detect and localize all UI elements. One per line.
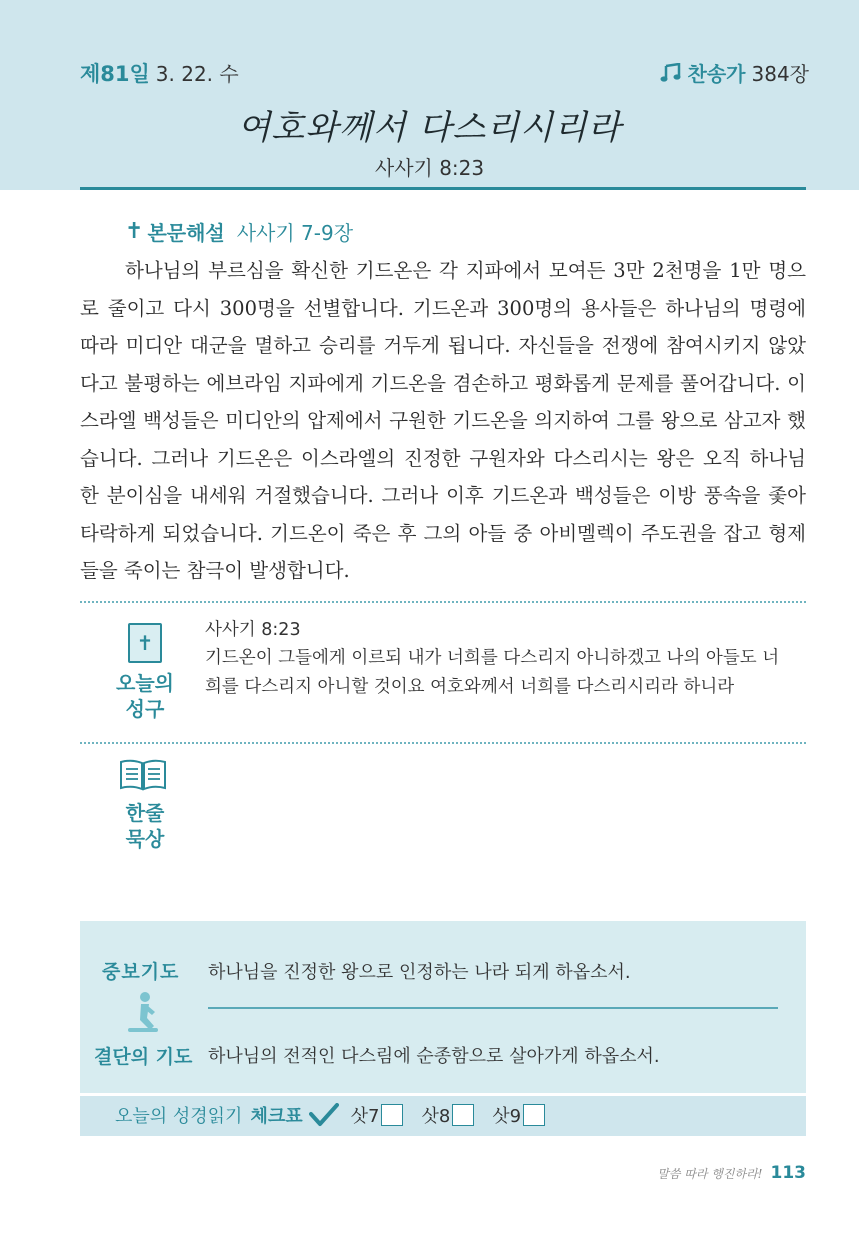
checklist-item — [351, 1102, 404, 1128]
open-book-icon — [118, 758, 168, 792]
title-reference: 사사기 8:23 — [374, 156, 485, 180]
day-number: 제81일 — [80, 62, 150, 86]
intercession-label: 중보기도 — [102, 961, 180, 983]
intercession-text: 하나님을 진정한 왕으로 인정하는 나라 되게 하옵소서. — [208, 962, 631, 983]
page-number: 113 — [770, 1163, 806, 1183]
checkmark-icon — [309, 1103, 339, 1127]
verse-label-line2: 성구 — [125, 697, 165, 721]
commentary-text: 하나님의 부르심을 확신한 기드온은 각 지파에서 모여든 3만 2천명을 1만 명으로 줄이고 다시 300명을 선별합니다. 기드온과 300명의 용사들은 하나님의 명령에 따라 미디안 대군을 멸하고 승리를 거두게 됩니다. 자신들을 전쟁에 참여시키지 않았다고 불평하는 에브라임 지파에게 기드온을 겸손하고 평화롭게 문제를 풀어갑니다. 이스라엘 백성들은 미디안의 압제에서 구원한 기드온을 의지하여 그를 왕으로 삼고자 했습니다. 그러나 기드온은 이스라엘의 진정한 구원자와 다스리시는 왕은 오직 하나님 한 분이심을 내세워 거절했습니다. 그러나 이후 기드온과 백성들은 이방 풍속을 좇아 타락하게 되었습니다. 기드온이 죽은 후 그의 아들 중 아비멜렉이 주도권을 잡고 형제들을 죽이는 참극이 발생합니다. — [80, 259, 806, 582]
page-title: 여호와께서 다스리시리라 — [237, 108, 622, 148]
checkbox[interactable] — [523, 1104, 545, 1126]
checklist-bold-label: 체크표 — [250, 1106, 303, 1127]
reading-checklist — [115, 1102, 563, 1128]
checklist-item — [492, 1102, 545, 1128]
verse-label-line1: 오늘의 — [116, 671, 174, 695]
checklist-item-label: 삿8 — [421, 1106, 451, 1127]
day-label — [80, 58, 239, 88]
page-footer — [657, 1163, 806, 1183]
checklist-label: 오늘의 성경읽기 — [115, 1106, 243, 1127]
resolution-label: 결단의 기도 — [94, 1046, 193, 1068]
checklist-item — [421, 1102, 474, 1128]
checklist-item-label: 삿7 — [350, 1106, 380, 1127]
header-divider — [80, 187, 806, 190]
resolution-text: 하나님의 전적인 다스림에 순종함으로 살아가게 하옵소서. — [208, 1046, 660, 1067]
cross-icon: ✝ — [125, 219, 144, 244]
meditation-label — [105, 800, 185, 852]
commentary-label: 본문해설 — [147, 221, 225, 245]
checkbox[interactable] — [381, 1104, 403, 1126]
bible-cross-icon: ✝ — [128, 623, 162, 663]
hymn-label: 찬송가 — [687, 62, 746, 86]
praying-person-icon — [122, 990, 162, 1034]
meditation-label-line2: 묵상 — [125, 827, 165, 851]
footer-slogan: 말씀 따라 행진하라! — [657, 1166, 763, 1181]
checkbox[interactable] — [452, 1104, 474, 1126]
hymn-number: 384장 — [751, 62, 809, 86]
verse-label — [105, 670, 185, 722]
date: 3. 22. 수 — [155, 62, 239, 86]
verse-text: 기드온이 그들에게 이르되 내가 너희를 다스리지 아니하겠고 나의 아들도 너희를 다스리지 아니할 것이요 여호와께서 너희를 다스리시리라 하니라 — [205, 648, 780, 697]
meditation-label-line1: 한줄 — [125, 801, 165, 825]
commentary-heading — [125, 217, 353, 246]
music-note-icon — [660, 63, 682, 83]
commentary-range: 사사기 7-9장 — [236, 221, 354, 245]
divider-dotted — [80, 742, 806, 744]
verse-reference: 사사기 8:23 — [205, 620, 301, 640]
prayer-divider — [208, 1007, 778, 1009]
divider-dotted — [80, 601, 806, 603]
checklist-item-label: 삿9 — [492, 1106, 522, 1127]
hymn-info — [660, 58, 809, 87]
